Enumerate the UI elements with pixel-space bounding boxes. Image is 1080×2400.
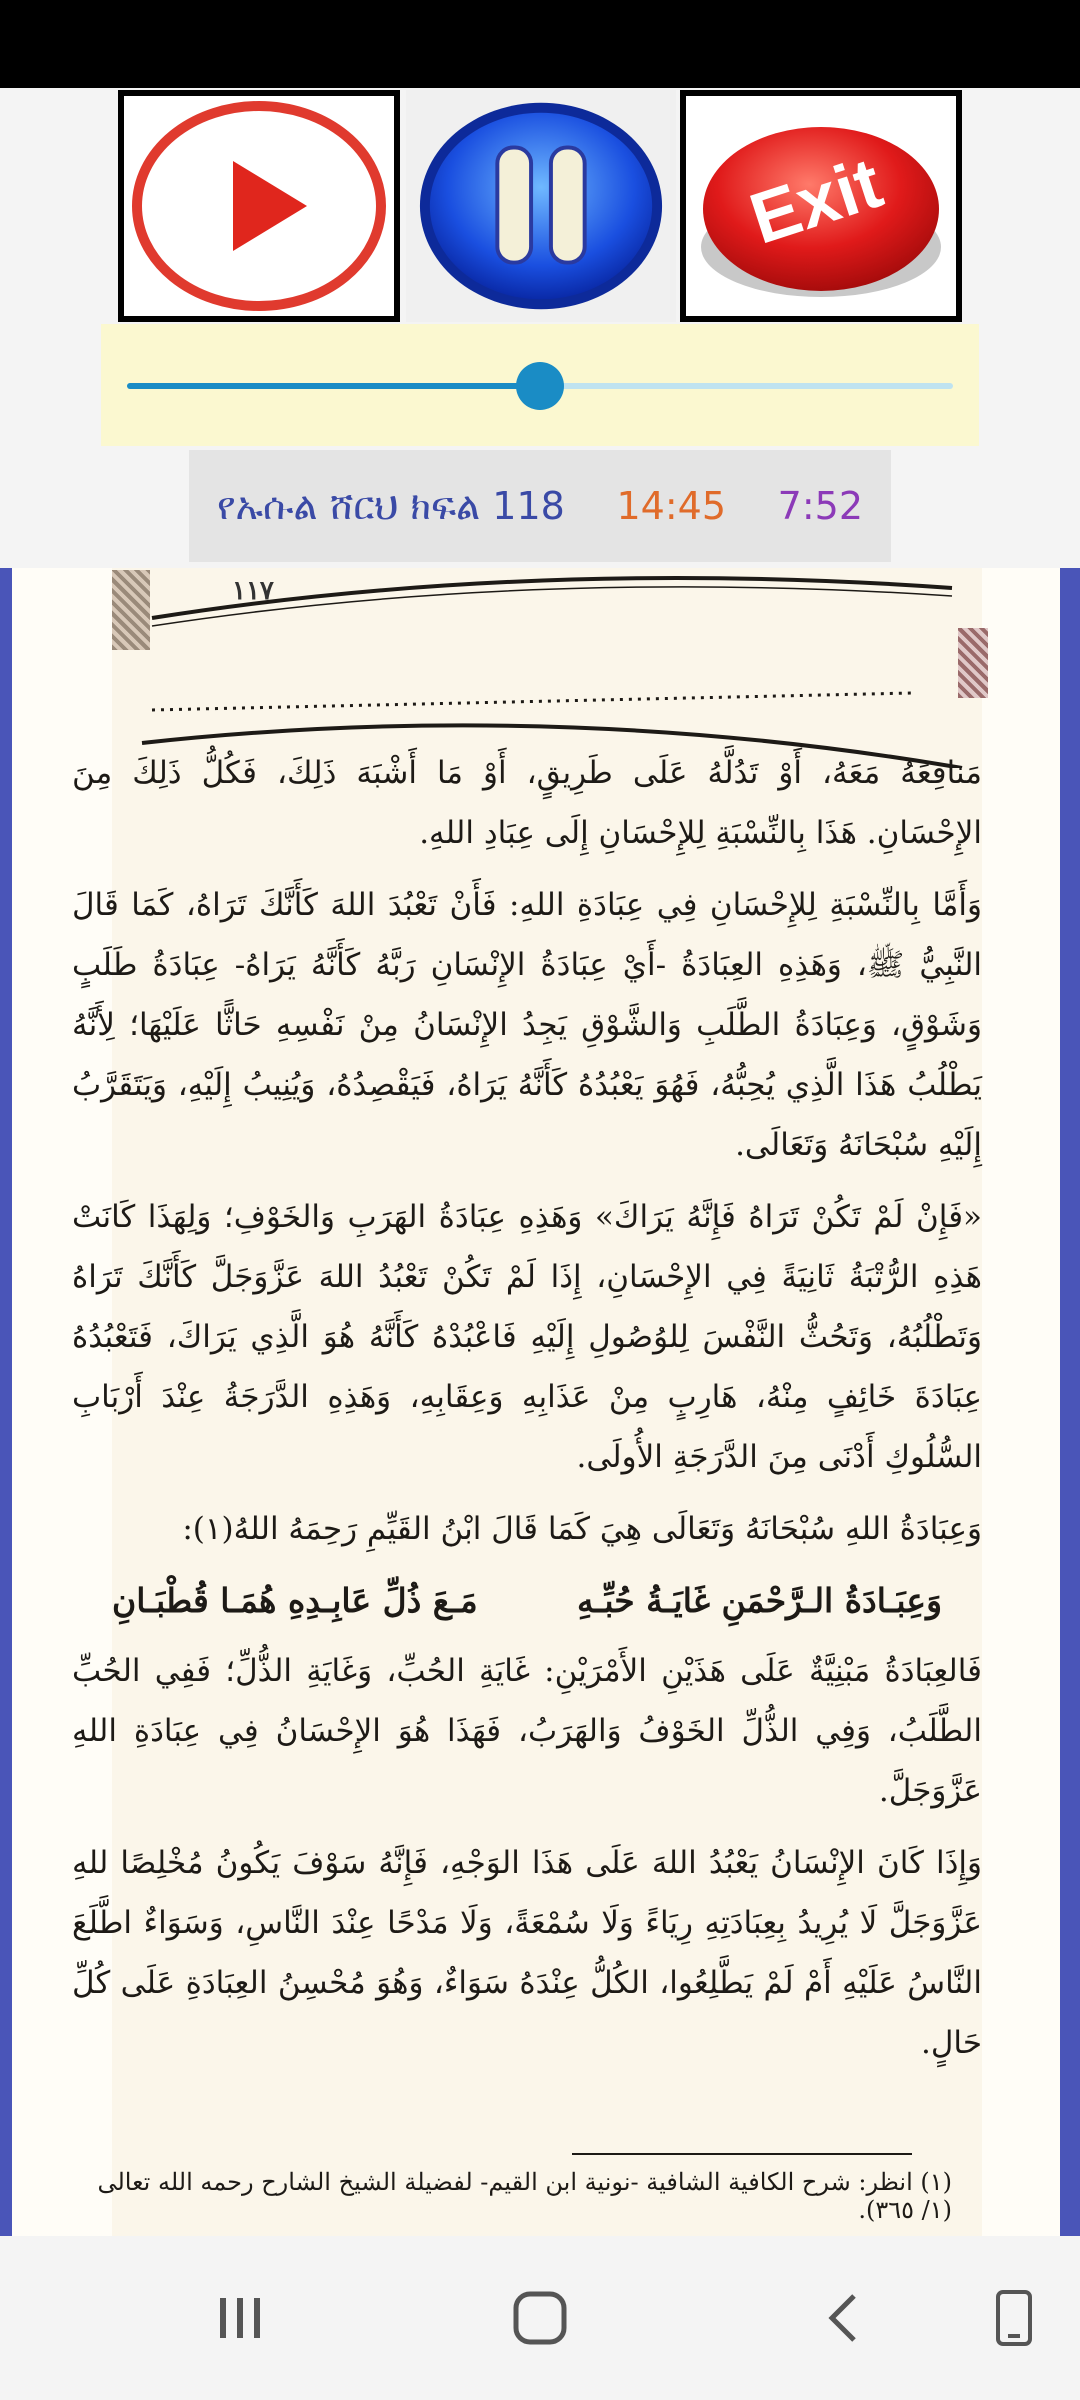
play-icon	[129, 97, 389, 315]
player-controls	[118, 90, 962, 322]
track-duration: 14:45	[616, 484, 726, 528]
page-scan	[72, 568, 982, 2236]
exit-label: Exit	[740, 142, 892, 260]
paragraph: فَالعِبَادَةُ مَبْنِيَّةٌ عَلَى هَذَيْنِ الأَمْرَيْنِ: غَايَةِ الحُبِّ، وَغَايَةِ الذُّلِّ؛ فَفِي الحُبِّ الطَّلَبُ، وَفِي الذُّلِّ الخَوْفُ وَالهَرَبُ، فَهَذَا هُوَ الإِحْسَانُ فِي عِبَادَةِ اللهِ عَزَّوَجَلَّ.	[72, 1653, 982, 1809]
book-page	[12, 568, 1060, 2236]
recent-apps-button[interactable]	[208, 2286, 272, 2350]
page-body	[72, 743, 982, 2085]
seek-thumb[interactable]	[516, 362, 564, 410]
home-icon	[508, 2286, 572, 2350]
recent-apps-icon	[212, 2290, 268, 2346]
status-bar	[0, 0, 1080, 88]
book-page-viewer[interactable]	[0, 568, 1080, 2236]
footnote: (١) انظر: شرح الكافية الشافية -نونية ابن القيم- لفضيلة الشيخ الشارح رحمه الله تعالى (١/ ٣٦٥).	[97, 2168, 952, 2224]
back-button[interactable]	[812, 2286, 876, 2350]
paragraph: مَنافِعَهُ مَعَهُ، أَوْ تَدُلَّهُ عَلَى طَرِيقٍ، أَوْ مَا أَشْبَهَ ذَلِكَ، فَكُلُّ ذَلِكَ مِنَ الإِحْسَانِ. هَذَا بِالنِّسْبَةِ لِلإِحْسَانِ إِلَى عِبَادِ اللهِ.	[72, 755, 982, 851]
poem-verse	[72, 1571, 982, 1631]
paragraph: وَإِذَا كَانَ الإِنْسَانُ يَعْبُدُ اللهَ عَلَى هَذَا الوَجْهِ، فَإِنَّهُ سَوْفَ يَكُونُ مُخْلِصًا للهِ عَزَّوَجَلَّ لَا يُرِيدُ بِعِبَادَتِهِ رِيَاءً وَلَا سُمْعَةً، وَلَا مَدْحًا عِنْدَ النَّاسِ، وَسَوَاءٌ اطَّلَعَ النَّاسُ عَلَيْهِ أَمْ لَمْ يَطَّلِعُوا، الكُلُّ عِنْدَهُ سَوَاءٌ، وَهُوَ مُحْسِنُ العِبَادَةِ عَلَى كُلِّ حَالٍ.	[72, 1845, 982, 2061]
track-info	[189, 450, 891, 562]
current-time: 7:52	[777, 484, 863, 528]
phone-icon	[986, 2286, 1042, 2350]
paragraph: «فَإِنْ لَمْ تَكُنْ تَرَاهُ فَإِنَّهُ يَرَاكَ» وَهَذِهِ عِبَادَةُ الهَرَبِ وَالخَوْفِ؛ وَلِهَذَا كَانَتْ هَذِهِ الرُّتْبَةُ ثَانِيَةً فِي الإِحْسَانِ، إِذَا لَمْ تَكُنْ تَعْبُدُ اللهَ عَزَّوَجَلَّ كَأَنَّكَ تَرَاهُ وَتَطْلُبُهُ، وَتَحُثُّ النَّفْسَ لِلوُصُولِ إِلَيْهِ فَاعْبُدْهُ كَأَنَّهُ هُوَ الَّذِي يَرَاكَ، فَتَعْبُدُهُ عِبَادَةَ خَائِفٍ مِنْهُ، هَارِبٍ مِنْ عَذَابِهِ وَعِقَابِهِ، وَهَذِهِ الدَّرَجَةُ عِنْدَ أَرْبَابِ السُّلُوكِ أَدْنَى مِنَ الدَّرَجَةِ الأُولَى.	[72, 1199, 982, 1475]
back-icon	[816, 2290, 872, 2346]
page-number: ١١٧	[232, 576, 274, 606]
keyboard-toggle-button[interactable]	[982, 2286, 1046, 2350]
track-title: የኡሱል ሸርህ ክፍል 118	[217, 483, 565, 528]
system-nav-bar	[0, 2236, 1080, 2400]
exit-icon	[686, 97, 956, 315]
paragraph: وَأَمَّا بِالنِّسْبَةِ لِلإِحْسَانِ فِي عِبَادَةِ اللهِ: فَأَنْ تَعْبُدَ اللهَ كَأَنَّكَ تَرَاهُ، كَمَا قَالَ النَّبِيُّ ﷺ، وَهَذِهِ العِبَادَةُ -أَيْ عِبَادَةُ الإِنْسَانِ رَبَّهُ كَأَنَّهُ يَرَاهُ- عِبَادَةُ طَلَبٍ وَشَوْقٍ، وَعِبَادَةُ الطَّلَبِ وَالشَّوْقِ يَجِدُ الإِنْسَانُ مِنْ نَفْسِهِ حَاثًّا عَلَيْهَا؛ لِأَنَّهُ يَطْلُبُ هَذَا الَّذِي يُحِبُّهُ، فَهُوَ يَعْبُدُهُ كَأَنَّهُ يَرَاهُ، فَيَقْصِدُهُ، وَيُنِيبُ إِلَيْهِ، وَيَتَقَرَّبُ إِلَيْهِ سُبْحَانَهُ وَتَعَالَى.	[72, 887, 982, 1163]
verse-first-hemistich: وَعِبَـادَةُ الـرَّحْمَنِ غَايَـةُ حُبِّـهِ	[576, 1581, 942, 1620]
footnote-divider	[572, 2153, 912, 2155]
seek-panel	[101, 324, 979, 446]
exit-button[interactable]	[680, 90, 962, 322]
verse-second-hemistich: مَـعَ ذُلِّ عَابِـدِهِ هُمَـا قُطْبَـانِ	[112, 1581, 478, 1620]
paragraph: وَعِبَادَةُ اللهِ سُبْحَانَهُ وَتَعَالَى هِيَ كَمَا قَالَ ابْنُ القَيِّمِ رَحِمَهُ اللهُ(١):	[182, 1511, 982, 1547]
pause-button[interactable]	[406, 90, 676, 322]
home-button[interactable]	[508, 2286, 572, 2350]
seek-progress	[127, 383, 540, 389]
pause-icon	[412, 97, 670, 315]
play-button[interactable]	[118, 90, 400, 322]
